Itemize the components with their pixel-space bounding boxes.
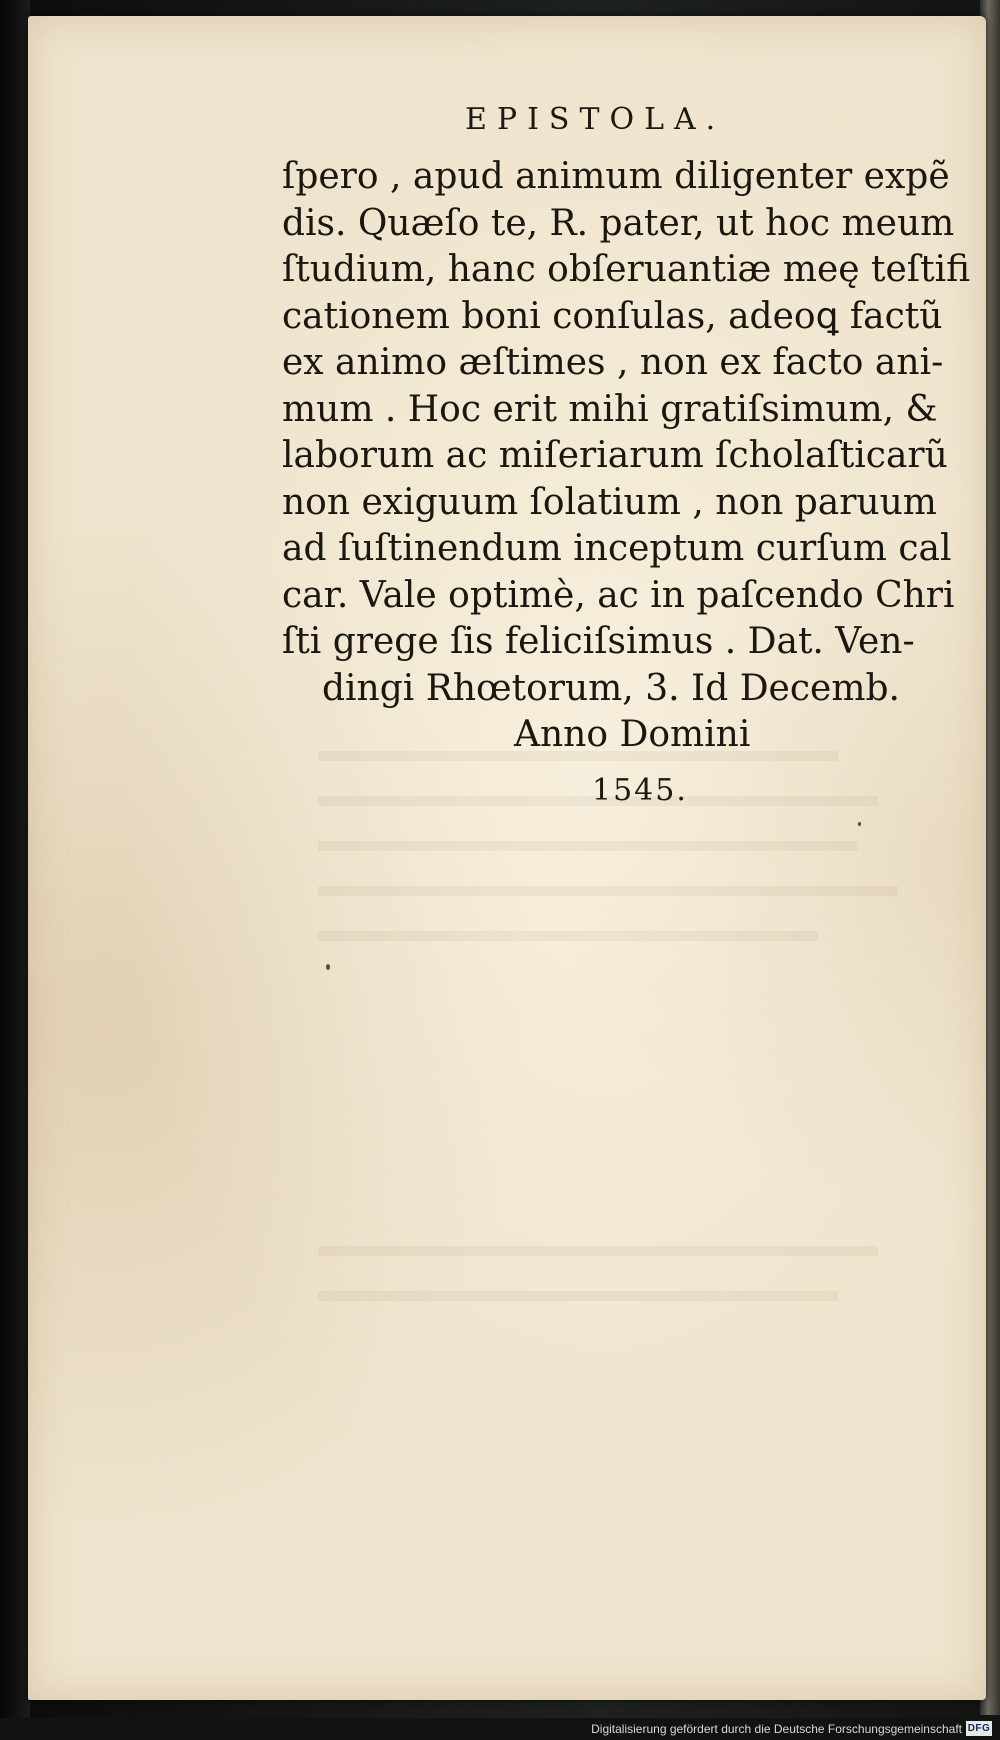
- show-through-mark: [318, 1291, 838, 1301]
- ink-speck: [858, 822, 861, 826]
- text-line: dingi Rhœtorum, 3. Id Decemb.: [322, 667, 900, 709]
- text-line: laborum ac miſeriarum ſcholaſticarũ: [282, 435, 948, 476]
- text-line: ſti grege ſis feliciſsimus . Dat. Ven-: [282, 621, 915, 662]
- text-line: ad ſuſtinendum inceptum curſum cal: [282, 528, 952, 569]
- text-line: Anno Domini: [514, 714, 751, 755]
- text-line: car. Vale optimè, ac in paſcendo Chri: [282, 574, 955, 616]
- letter-body: [282, 154, 974, 759]
- binding-edge: [0, 0, 30, 1740]
- ink-speck: [326, 964, 330, 970]
- show-through-mark: [318, 931, 818, 941]
- text-line: ex animo æſtimes , non ex facto ani-: [282, 342, 944, 383]
- text-line: ſtudium, hanc obſeruantiæ meę teſtifi: [282, 249, 971, 290]
- show-through-mark: [318, 841, 858, 851]
- text-line: dis. Quæſo te, R. pater, ut hoc meum: [282, 202, 955, 244]
- text-line: ſpero , apud animum diligenter expẽ: [282, 156, 950, 197]
- dfg-logo: DFG: [967, 1723, 991, 1734]
- show-through-mark: [318, 1246, 878, 1256]
- show-through-mark: [318, 886, 898, 896]
- text-line: cationem boni conſulas, adeoꝗ factũ: [282, 295, 943, 337]
- funding-credit: Digitalisierung gefördert durch die Deutsche Forschungsgemeinschaft: [591, 1722, 962, 1736]
- page-number: 1545.: [592, 773, 688, 808]
- text-line: non exiguum ſolatium , non paruum: [282, 481, 937, 523]
- page-heading: EPISTOLA.: [465, 102, 726, 137]
- text-line: mum . Hoc erit mihi gratiſsimum, &: [282, 388, 938, 430]
